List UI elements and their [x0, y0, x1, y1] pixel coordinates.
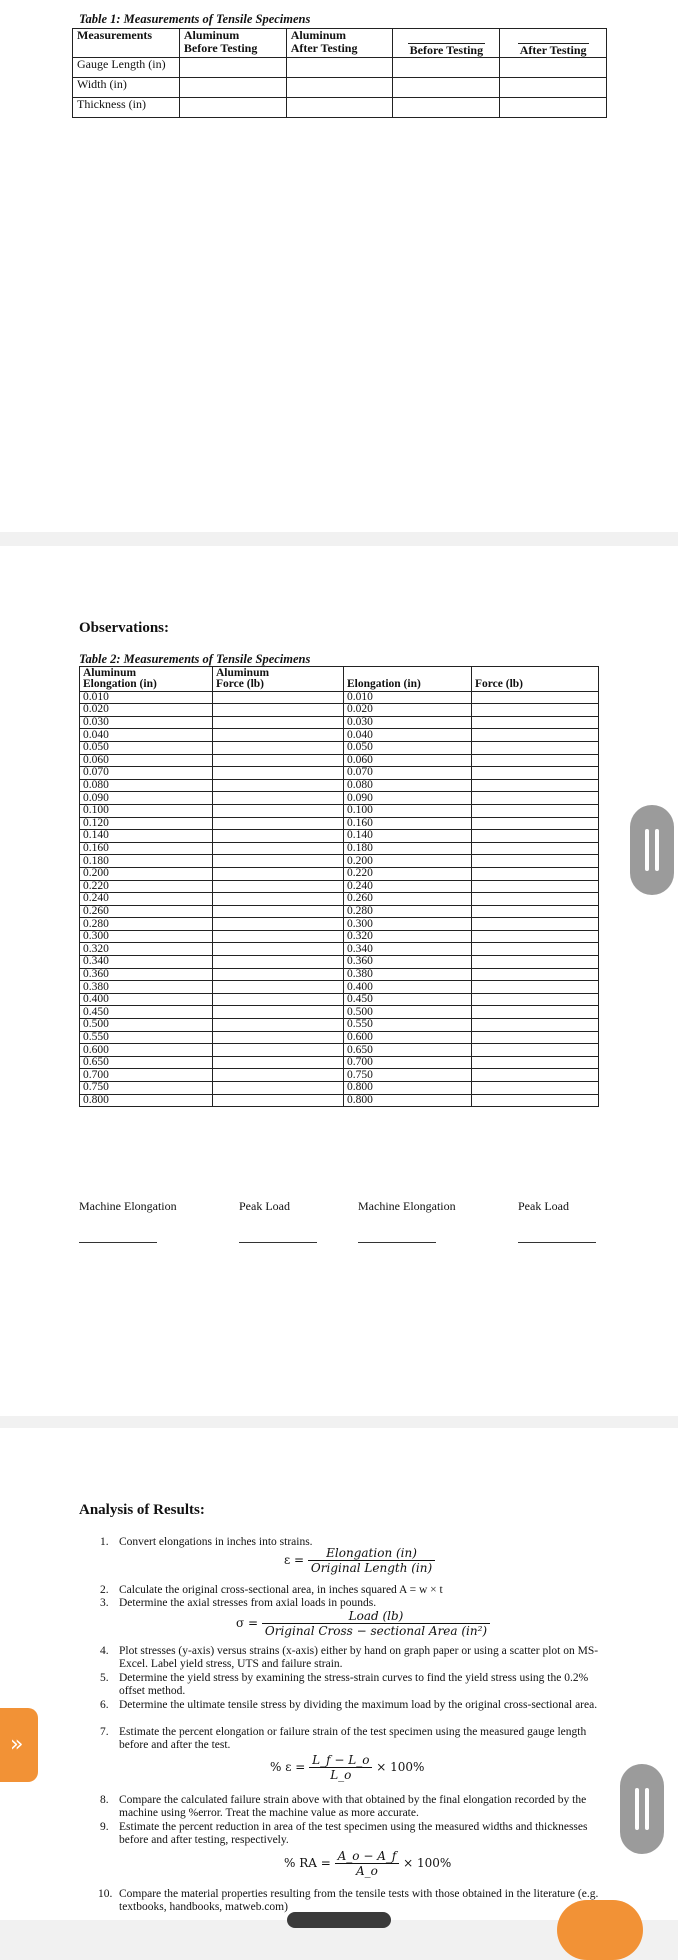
- table-row: [80, 867, 599, 880]
- cell[interactable]: [393, 98, 500, 118]
- elongation-cell: 0.280: [80, 918, 213, 931]
- force-cell[interactable]: [213, 1056, 344, 1069]
- floating-action-button[interactable]: [557, 1900, 643, 1960]
- force-cell[interactable]: [213, 704, 344, 717]
- force-cell[interactable]: [472, 1019, 599, 1032]
- elongation-cell: 0.080: [80, 779, 213, 792]
- analysis-title: Analysis of Results:: [79, 1502, 205, 1518]
- elongation-cell: 0.550: [80, 1031, 213, 1044]
- group-label-aluminum: Aluminum: [213, 667, 344, 680]
- table-row: [80, 842, 599, 855]
- table-body: [80, 691, 599, 1107]
- force-cell[interactable]: [213, 792, 344, 805]
- force-cell[interactable]: [213, 1031, 344, 1044]
- table-row: [80, 1094, 599, 1107]
- header-blank-after: After Testing: [500, 29, 607, 58]
- elongation-cell: 0.550: [344, 1019, 472, 1032]
- elongation-cell: 0.140: [80, 830, 213, 843]
- tensile-data-table: [79, 666, 599, 1107]
- header-measurements: Measurements: [73, 29, 180, 58]
- table2-caption: Table 2: Measurements of Tensile Specimens: [79, 652, 311, 666]
- elongation-cell: 0.240: [80, 893, 213, 906]
- elongation-cell: 0.360: [344, 956, 472, 969]
- force-cell[interactable]: [472, 1031, 599, 1044]
- header-aluminum-before: Aluminum Before Testing: [179, 29, 286, 58]
- elongation-cell: 0.360: [80, 968, 213, 981]
- elongation-cell: 0.450: [80, 1006, 213, 1019]
- elongation-cell: 0.340: [344, 943, 472, 956]
- table-row: [80, 893, 599, 906]
- elongation-cell: 0.090: [80, 792, 213, 805]
- table-row: [80, 1031, 599, 1044]
- cell[interactable]: [393, 78, 500, 98]
- elongation-cell: 0.030: [80, 716, 213, 729]
- cell[interactable]: [393, 58, 500, 78]
- table-row: [80, 1019, 599, 1032]
- header-elongation: Elongation (in): [80, 679, 213, 691]
- cell[interactable]: [500, 78, 607, 98]
- force-cell[interactable]: [213, 1094, 344, 1107]
- force-cell[interactable]: [213, 741, 344, 754]
- force-cell[interactable]: [213, 691, 344, 704]
- footer-peak-load: Peak Load: [518, 1199, 569, 1213]
- measurements-table: [72, 28, 607, 118]
- force-cell[interactable]: [472, 1006, 599, 1019]
- elongation-cell: 0.300: [344, 918, 472, 931]
- elongation-cell: 0.650: [80, 1056, 213, 1069]
- force-cell[interactable]: [472, 817, 599, 830]
- table-header-row: [80, 679, 599, 691]
- force-cell[interactable]: [472, 880, 599, 893]
- force-cell[interactable]: [472, 830, 599, 843]
- force-cell[interactable]: [213, 842, 344, 855]
- elongation-cell: 0.020: [80, 704, 213, 717]
- elongation-cell: 0.140: [344, 830, 472, 843]
- force-cell[interactable]: [213, 754, 344, 767]
- elongation-cell: 0.650: [344, 1044, 472, 1057]
- force-cell[interactable]: [472, 729, 599, 742]
- document-page-1: [0, 0, 678, 532]
- force-cell[interactable]: [472, 741, 599, 754]
- force-cell[interactable]: [213, 943, 344, 956]
- force-cell[interactable]: [213, 1082, 344, 1095]
- force-cell[interactable]: [472, 943, 599, 956]
- elongation-cell: 0.320: [80, 943, 213, 956]
- header-force: Force (lb): [472, 679, 599, 691]
- elongation-cell: 0.020: [344, 704, 472, 717]
- table-row: [80, 918, 599, 931]
- elongation-cell: 0.200: [80, 867, 213, 880]
- elongation-cell: 0.040: [80, 729, 213, 742]
- elongation-cell: 0.600: [344, 1031, 472, 1044]
- force-cell[interactable]: [472, 754, 599, 767]
- group-label-aluminum: Aluminum: [80, 667, 213, 680]
- stress-formula: σ = $\frac{\text{Load (lb)}}{\text{Original Cross − sectional Area (in²)}}$: [236, 1609, 490, 1638]
- table-row: [80, 716, 599, 729]
- elongation-cell: 0.060: [80, 754, 213, 767]
- elongation-cell: 0.220: [344, 867, 472, 880]
- expand-sidebar-button[interactable]: [0, 1708, 38, 1782]
- strain-formula: ε = $\frac{\text{Elongation (in)}}{\text{Original Length (in)}}$: [284, 1546, 435, 1575]
- table-row: [80, 1044, 599, 1057]
- elongation-cell: 0.800: [80, 1094, 213, 1107]
- force-cell[interactable]: [213, 1069, 344, 1082]
- force-cell[interactable]: [213, 981, 344, 994]
- force-cell[interactable]: [213, 779, 344, 792]
- elongation-cell: 0.500: [344, 1006, 472, 1019]
- table-row: [80, 691, 599, 704]
- force-cell[interactable]: [213, 880, 344, 893]
- table-row: [80, 968, 599, 981]
- elongation-cell: 0.180: [344, 842, 472, 855]
- elongation-cell: 0.500: [80, 1019, 213, 1032]
- force-cell[interactable]: [213, 729, 344, 742]
- force-cell[interactable]: [472, 691, 599, 704]
- cell[interactable]: [179, 78, 286, 98]
- elongation-cell: 0.280: [344, 905, 472, 918]
- force-cell[interactable]: [472, 930, 599, 943]
- elongation-cell: 0.800: [344, 1082, 472, 1095]
- document-page-3: Analysis of Results: 1. Convert elongations in inches into strains. ε = $\frac{\text{Elongation (in)}}{\text{Original Length (in)}}$ 2. Calculate the original cross-sectional area, in inches squared A = w × t 3. Determine the axial stresses from axial loads in pounds. σ = $\frac{\text{Load (lb)}}{\text{Original Cross − sectional Area (in²)}}$ 4. Plot stresses (y-axis) versus strains (x-axis) either by hand on graph paper or using a scatter plot on MS-Excel. Label yield stress, UTS and failure strain. 5. Determine the yield stress by examining the stress-strain curves to find the yield stress using the 0.2% offset method. 6. Determine the ultimate tensile stress by dividing the maximum load by the original cross-sectional area. 7. Estimate the percent elongation or failure strain of the test specimen using the measured gauge length before and after the test. % ε = $\frac{L\_f - L\_o}{L\_o}$ × 100% 8. Compare the calculated failure strain above with that obtained by the final elongation recorded by the machine using %error. Treat the machine value as more accurate. 9. Estimate the percent reduction in area of the test specimen using the measured widths and thicknesses before and after testing, respectively. % RA = $\frac{A\_o - A\_f}{A\_o}$ × 100% 10. Compare the material properties resulting from the tensile tests with those obtained in the literature (e.g. textbooks, handbooks, matweb.com): [0, 1428, 678, 1920]
- force-cell[interactable]: [213, 893, 344, 906]
- footer-machine-elongation: Machine Elongation: [358, 1199, 456, 1213]
- table-row: [80, 804, 599, 817]
- header-force: Force (lb): [213, 679, 344, 691]
- table-row: [80, 930, 599, 943]
- table-row: [80, 880, 599, 893]
- table-row: [80, 956, 599, 969]
- table-row: [80, 779, 599, 792]
- elongation-cell: 0.260: [80, 905, 213, 918]
- elongation-cell: 0.700: [80, 1069, 213, 1082]
- document-page-2: [0, 546, 678, 1416]
- table-row: [80, 993, 599, 1006]
- scroll-handle[interactable]: [620, 1764, 664, 1854]
- elongation-cell: 0.600: [80, 1044, 213, 1057]
- table-row: [80, 981, 599, 994]
- elongation-cell: 0.800: [344, 1094, 472, 1107]
- elongation-cell: 0.160: [344, 817, 472, 830]
- header-elongation: Elongation (in): [344, 679, 472, 691]
- elongation-cell: 0.080: [344, 779, 472, 792]
- force-cell[interactable]: [472, 918, 599, 931]
- header-aluminum-after: Aluminum After Testing: [286, 29, 393, 58]
- elongation-cell: 0.010: [344, 691, 472, 704]
- table-row: [80, 830, 599, 843]
- force-cell[interactable]: [472, 792, 599, 805]
- footer-machine-elongation: Machine Elongation: [79, 1199, 177, 1213]
- force-cell[interactable]: [472, 905, 599, 918]
- cell[interactable]: [286, 78, 393, 98]
- table-row: [73, 78, 607, 98]
- blank-line: [358, 1242, 436, 1243]
- row-label: Width (in): [73, 78, 180, 98]
- force-cell[interactable]: [213, 956, 344, 969]
- force-cell[interactable]: [472, 993, 599, 1006]
- force-cell[interactable]: [472, 893, 599, 906]
- elongation-cell: 0.320: [344, 930, 472, 943]
- elongation-cell: 0.400: [344, 981, 472, 994]
- force-cell[interactable]: [213, 1006, 344, 1019]
- table-row: [73, 98, 607, 118]
- elongation-cell: 0.200: [344, 855, 472, 868]
- cell[interactable]: [179, 58, 286, 78]
- force-cell[interactable]: [213, 855, 344, 868]
- table-group-row: [80, 667, 599, 680]
- force-cell[interactable]: [213, 716, 344, 729]
- blank-line: [518, 1242, 596, 1243]
- force-cell[interactable]: [472, 956, 599, 969]
- force-cell[interactable]: [472, 1056, 599, 1069]
- table-row: [80, 741, 599, 754]
- table-row: [80, 704, 599, 717]
- cell[interactable]: [286, 58, 393, 78]
- force-cell[interactable]: [213, 1044, 344, 1057]
- table-row: [80, 754, 599, 767]
- elongation-cell: 0.030: [344, 716, 472, 729]
- force-cell[interactable]: [472, 767, 599, 780]
- elongation-cell: 0.700: [344, 1056, 472, 1069]
- elongation-cell: 0.180: [80, 855, 213, 868]
- elongation-cell: 0.750: [80, 1082, 213, 1095]
- force-cell[interactable]: [213, 817, 344, 830]
- force-cell[interactable]: [213, 993, 344, 1006]
- blank-line: [79, 1242, 157, 1243]
- table-row: [80, 855, 599, 868]
- force-cell[interactable]: [472, 804, 599, 817]
- elongation-cell: 0.300: [80, 930, 213, 943]
- elongation-cell: 0.060: [344, 754, 472, 767]
- elongation-cell: 0.260: [344, 893, 472, 906]
- force-cell[interactable]: [472, 1094, 599, 1107]
- table-row: [80, 1069, 599, 1082]
- force-cell[interactable]: [472, 968, 599, 981]
- table-row: [80, 729, 599, 742]
- elongation-cell: 0.070: [344, 767, 472, 780]
- footer-peak-load: Peak Load: [239, 1199, 290, 1213]
- table-row: [80, 817, 599, 830]
- scroll-handle[interactable]: [630, 805, 674, 895]
- force-cell[interactable]: [472, 716, 599, 729]
- elongation-cell: 0.050: [80, 741, 213, 754]
- table-row: [80, 1056, 599, 1069]
- table-row: [80, 905, 599, 918]
- force-cell[interactable]: [213, 918, 344, 931]
- row-label: Gauge Length (in): [73, 58, 180, 78]
- elongation-cell: 0.340: [80, 956, 213, 969]
- force-cell[interactable]: [213, 867, 344, 880]
- table-header-row: [73, 29, 607, 58]
- blank-line: [239, 1242, 317, 1243]
- cell[interactable]: [500, 58, 607, 78]
- elongation-cell: 0.100: [344, 804, 472, 817]
- elongation-cell: 0.750: [344, 1069, 472, 1082]
- cell[interactable]: [179, 98, 286, 118]
- table-row: [80, 943, 599, 956]
- observations-title: Observations:: [79, 620, 169, 636]
- elongation-cell: 0.040: [344, 729, 472, 742]
- elongation-cell: 0.090: [344, 792, 472, 805]
- force-cell[interactable]: [472, 842, 599, 855]
- force-cell[interactable]: [472, 867, 599, 880]
- force-cell[interactable]: [472, 779, 599, 792]
- elongation-cell: 0.120: [80, 817, 213, 830]
- reduction-area-formula: % RA = $\frac{A\_o - A\_f}{A\_o}$ × 100%: [284, 1849, 452, 1878]
- row-label: Thickness (in): [73, 98, 180, 118]
- table-row: [80, 767, 599, 780]
- elongation-cell: 0.050: [344, 741, 472, 754]
- elongation-cell: 0.160: [80, 842, 213, 855]
- force-cell[interactable]: [472, 1069, 599, 1082]
- cell[interactable]: [500, 98, 607, 118]
- elongation-cell: 0.070: [80, 767, 213, 780]
- table-row: [80, 792, 599, 805]
- force-cell[interactable]: [213, 905, 344, 918]
- force-cell[interactable]: [472, 981, 599, 994]
- elongation-cell: 0.010: [80, 691, 213, 704]
- home-indicator: [287, 1912, 391, 1928]
- force-cell[interactable]: [472, 1044, 599, 1057]
- force-cell[interactable]: [213, 767, 344, 780]
- elongation-formula: % ε = $\frac{L\_f - L\_o}{L\_o}$ × 100%: [270, 1753, 425, 1782]
- header-blank-before: Before Testing: [393, 29, 500, 58]
- elongation-cell: 0.450: [344, 993, 472, 1006]
- elongation-cell: 0.220: [80, 880, 213, 893]
- force-cell[interactable]: [472, 704, 599, 717]
- table-row: [80, 1082, 599, 1095]
- elongation-cell: 0.380: [80, 981, 213, 994]
- cell[interactable]: [286, 98, 393, 118]
- table-row: [73, 58, 607, 78]
- table1-caption: Table 1: Measurements of Tensile Specimens: [79, 12, 311, 26]
- elongation-cell: 0.100: [80, 804, 213, 817]
- force-cell[interactable]: [213, 930, 344, 943]
- force-cell[interactable]: [213, 830, 344, 843]
- force-cell[interactable]: [213, 804, 344, 817]
- force-cell[interactable]: [472, 855, 599, 868]
- force-cell[interactable]: [213, 1019, 344, 1032]
- elongation-cell: 0.400: [80, 993, 213, 1006]
- force-cell[interactable]: [472, 1082, 599, 1095]
- force-cell[interactable]: [213, 968, 344, 981]
- elongation-cell: 0.380: [344, 968, 472, 981]
- double-chevron-right-icon: »: [10, 1732, 24, 1757]
- table-row: [80, 1006, 599, 1019]
- elongation-cell: 0.240: [344, 880, 472, 893]
